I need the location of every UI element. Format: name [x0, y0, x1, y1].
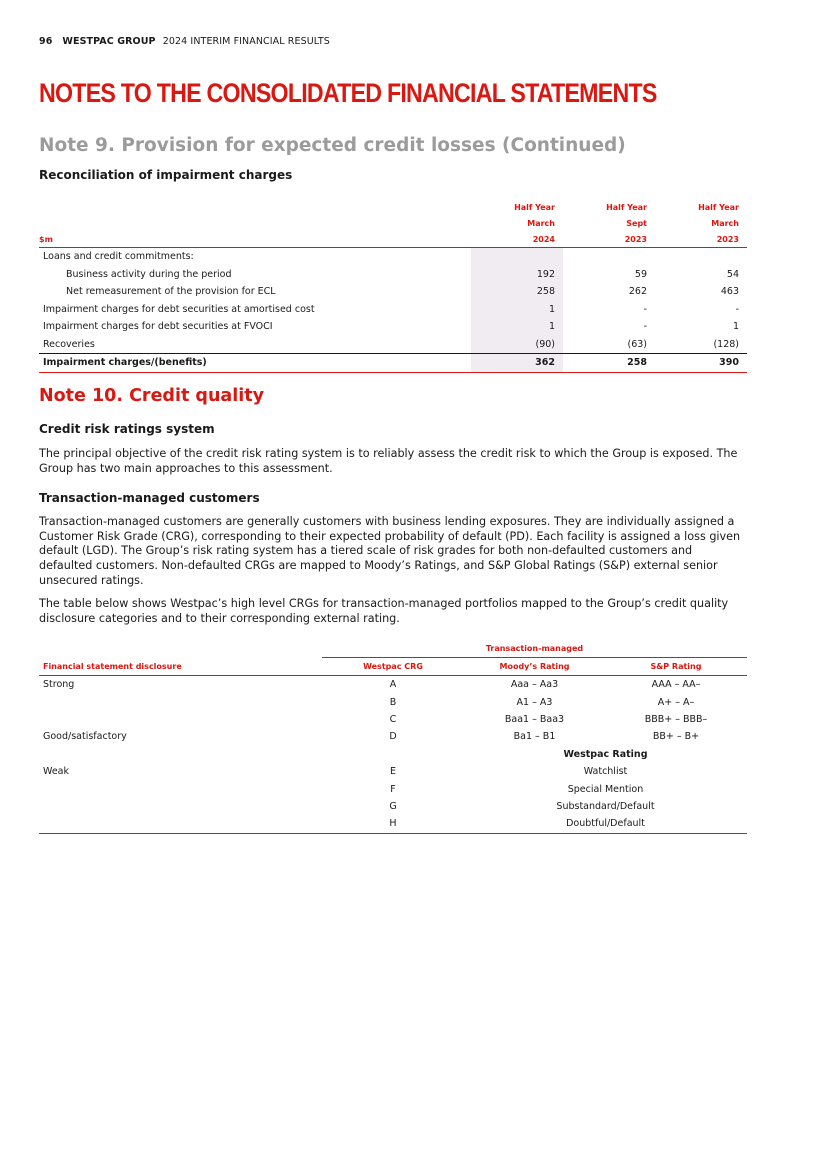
westpac-rating-cell: Doubtful/Default: [464, 815, 747, 833]
cell: 258: [471, 283, 563, 301]
disclosure-cell: [39, 693, 322, 710]
table-row: [39, 798, 747, 815]
col3-line1: Half Year: [698, 202, 739, 212]
col-westpac-crg: Westpac CRG: [322, 658, 464, 676]
impairment-reconciliation-table: [39, 199, 747, 373]
cell: (63): [627, 338, 647, 350]
transaction-managed-text: Transaction-managed customers are generally customers with business lending exposures. They are individually assigned a Customer Risk Grade (CRG), corresponding to their expected probability of default (PD). Each facility is assigned a loss given default (LGD). The Group’s risk rating system has a tiered scale of risk grades for both non-defaulted customers and defaulted customers. Non-defaulted CRGs are mapped to Moody’s Ratings, and S&P Global Ratings (S&P) external senior unsecured ratings.: [39, 515, 741, 587]
disclosure-cell: Weak: [43, 766, 70, 778]
col2-line1: Half Year: [606, 202, 647, 212]
row-label: Loans and credit commitments:: [43, 251, 194, 263]
page-number: 96: [39, 36, 53, 47]
westpac-rating-header: Westpac Rating: [563, 748, 648, 760]
cell: [471, 248, 563, 266]
col3-line3: 2023: [655, 231, 747, 248]
sp-cell: BB+ – B+: [652, 731, 700, 743]
note10-title: Note 10. Credit quality: [39, 386, 264, 406]
cell: -: [643, 321, 647, 333]
moodys-cell: A1 – A3: [516, 696, 553, 708]
table-row: [39, 318, 747, 336]
cell: 1: [732, 321, 739, 333]
table-row: [39, 301, 747, 319]
disclosure-cell: [39, 780, 322, 797]
table-row: [39, 763, 747, 780]
table-row: [39, 780, 747, 797]
westpac-rating-subheader-row: [39, 746, 747, 763]
table-row: [39, 336, 747, 354]
credit-quality-table: [39, 640, 747, 834]
table-row: [39, 283, 747, 301]
moodys-cell: Baa1 – Baa3: [504, 713, 565, 725]
transaction-managed-heading: Transaction-managed customers: [39, 491, 260, 505]
row-label: Net remeasurement of the provision for ECL: [66, 286, 276, 298]
unit-label: $m: [39, 231, 471, 248]
cell: 463: [720, 286, 739, 298]
sp-cell: A+ – A–: [657, 696, 695, 708]
row-label: Recoveries: [43, 338, 95, 350]
total-label: Impairment charges/(benefits): [39, 354, 471, 373]
cell: (128): [713, 338, 739, 350]
cell: 59: [634, 268, 647, 280]
total-cell: 390: [655, 354, 747, 373]
crg-cell: A: [389, 679, 397, 691]
sp-cell: AAA – AA–: [651, 679, 701, 691]
col2-line2: Sept: [626, 218, 647, 228]
col2-line3: 2023: [563, 231, 655, 248]
note9-title: Note 9. Provision for expected credit losses (Continued): [39, 135, 626, 156]
total-cell: 258: [563, 354, 655, 373]
col3-line2: March: [711, 218, 739, 228]
report-name: 2024 INTERIM FINANCIAL RESULTS: [162, 36, 330, 47]
disclosure-cell: Good/satisfactory: [43, 731, 127, 743]
col-sp-rating: S&P Rating: [605, 658, 747, 676]
col1-line3: 2024: [471, 231, 563, 248]
crg-cell: H: [322, 815, 464, 833]
disclosure-cell: [39, 711, 322, 728]
table-row: [39, 693, 747, 710]
table-row: [39, 248, 747, 266]
col-disclosure: Financial statement disclosure: [39, 658, 322, 676]
cell: -: [735, 303, 739, 315]
row-label: Impairment charges for debt securities at amortised cost: [43, 303, 315, 315]
table-row: [39, 676, 747, 694]
total-cell: 362: [471, 354, 563, 373]
table-intro-text: The table below shows Westpac’s high level CRGs for transaction-managed portfolios mapped to the Group’s credit quality disclosure categories and to their corresponding external rating.: [39, 597, 729, 625]
cell: -: [643, 303, 647, 315]
cell: (90): [471, 336, 563, 354]
table-row: [39, 728, 747, 745]
credit-risk-ratings-text: The principal objective of the credit risk rating system is to reliably assess the credit risk to which the Group is exposed. The Group has two main approaches to this assessment.: [39, 447, 738, 475]
crg-cell: F: [390, 783, 396, 795]
cell: 262: [628, 286, 647, 298]
cell: 192: [471, 266, 563, 284]
cell: [563, 248, 655, 266]
company-name: WESTPAC GROUP: [62, 36, 156, 47]
moodys-cell: Ba1 – B1: [513, 731, 556, 743]
crg-cell: D: [389, 731, 397, 743]
crg-cell: B: [389, 696, 397, 708]
cell: 1: [471, 301, 563, 319]
table-row: [39, 711, 747, 728]
westpac-rating-cell: Substandard/Default: [556, 800, 655, 812]
cell: 54: [726, 268, 739, 280]
row-label: Impairment charges for debt securities at FVOCI: [43, 321, 273, 333]
col1-line1: Half Year: [514, 202, 555, 212]
transaction-managed-header: Transaction-managed: [322, 640, 747, 658]
total-row: [39, 354, 747, 373]
disclosure-cell: [39, 798, 322, 815]
disclosure-cell: [39, 815, 322, 833]
table-row: [39, 815, 747, 833]
crg-cell: C: [389, 713, 397, 725]
page-title: NOTES TO THE CONSOLIDATED FINANCIAL STATEMENTS: [39, 78, 657, 108]
moodys-cell: Aaa – Aa3: [510, 679, 559, 691]
running-header: [39, 36, 330, 47]
sp-cell: BBB+ – BBB–: [644, 713, 708, 725]
row-label: Business activity during the period: [66, 268, 232, 280]
crg-cell: G: [389, 800, 397, 812]
westpac-rating-cell: Special Mention: [567, 783, 644, 795]
crg-cell: E: [389, 766, 396, 778]
credit-risk-ratings-heading: Credit risk ratings system: [39, 422, 215, 436]
cell: 1: [471, 318, 563, 336]
cell: [655, 248, 747, 266]
table-row: [39, 266, 747, 284]
disclosure-cell: Strong: [43, 679, 75, 691]
westpac-rating-cell: Watchlist: [583, 766, 628, 778]
col-moodys-rating: Moody’s Rating: [464, 658, 605, 676]
col1-line2: March: [527, 218, 555, 228]
reconciliation-heading: Reconciliation of impairment charges: [39, 168, 293, 182]
